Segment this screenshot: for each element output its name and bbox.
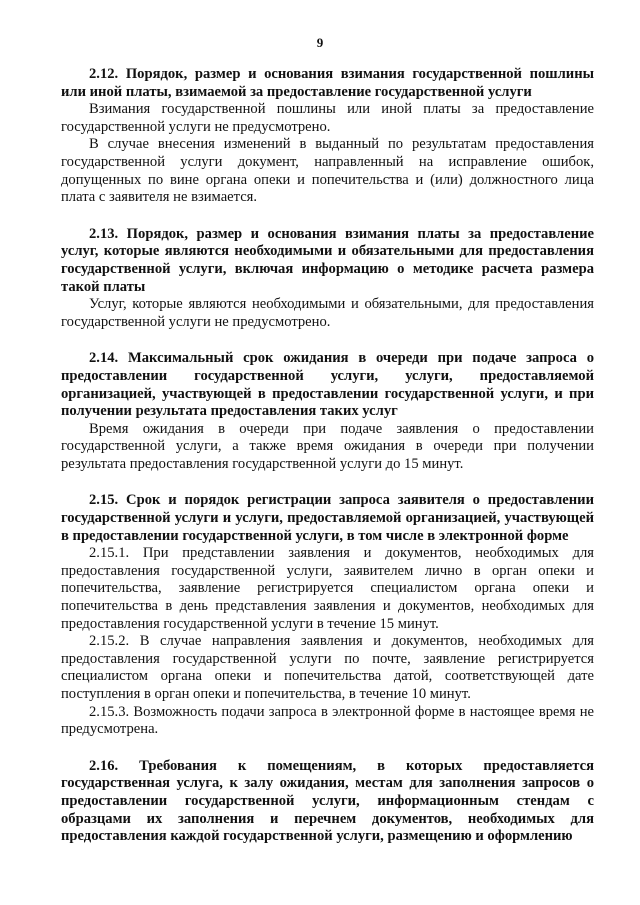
- section-heading: 2.15. Срок и порядок регистрации запроса заявителя о предоставлении государственной услуги и услуги, предоставляемой организацией, участвующей в предоставлении государственной услуги, в том числе в электронной форме: [61, 492, 594, 544]
- section-2-12: [61, 66, 594, 207]
- section-heading: 2.13. Порядок, размер и основания взимания платы за предоставление услуг, которые являются необходимыми и обязательными для предоставления государственной услуги, включая информацию о методике расчета размера такой платы: [61, 225, 594, 295]
- paragraph: Время ожидания в очереди при подаче заявления о предоставлении государственной услуги, а также время ожидания в очереди при получении результата предоставления государственной услуги до 15 минут.: [61, 420, 594, 472]
- paragraph: Взимания государственной пошлины или иной платы за предоставление государственной услуги не предусмотрено.: [61, 101, 594, 135]
- section-2-14: [61, 350, 594, 473]
- section-2-13: [61, 226, 594, 332]
- document-body: [61, 66, 594, 865]
- section-2-16: [61, 758, 594, 846]
- paragraph: 2.15.2. В случае направления заявления и документов, необходимых для предоставления государственной услуги по почте, заявление регистрируется специалистом органа опеки и попечительства датой, соответствующей дате поступления в орган опеки и попечительства, в течение 10 минут.: [61, 633, 594, 702]
- paragraph: 2.15.3. Возможность подачи запроса в электронной форме в настоящее время не предусмотрена.: [61, 703, 594, 738]
- section-heading: 2.16. Требования к помещениям, в которых предоставляется государственная услуга, к залу ожидания, местам для заполнения запросов о предоставлении государственной услуги, информационным стендам с образцами их заполнения и перечнем документов, необходимых для предоставления каждой государственной услуги, размещению и оформлению: [61, 757, 594, 845]
- paragraph: 2.15.1. При представлении заявления и документов, необходимых для предоставления государственной услуги, заявителем лично в орган опеки и попечительства, заявление регистрируется специалистом органа опеки и попечительства в день представления заявления и документов, необходимых для предоставления государственной услуги в течение 15 минут.: [61, 545, 594, 632]
- page-number: 9: [316, 35, 324, 50]
- section-2-15: [61, 492, 594, 738]
- paragraph: В случае внесения изменений в выданный по результатам предоставления государственной услуги документ, направленный на исправление ошибок, допущенных по вине органа опеки и попечительства и (или) должностного лица плата с заявителя не взимается.: [61, 136, 594, 206]
- paragraph: Услуг, которые являются необходимыми и обязательными, для предоставления государственной услуги не предусмотрено.: [61, 296, 594, 330]
- section-heading: 2.12. Порядок, размер и основания взимания государственной пошлины или иной платы, взимаемой за предоставление государственной услуги: [61, 66, 594, 100]
- section-heading: 2.14. Максимальный срок ожидания в очереди при подаче запроса о предоставлении государственной услуги, услуги, предоставляемой организацией, участвующей в предоставлении государственной услуги, и при получении результата предоставления таких услуг: [61, 350, 594, 420]
